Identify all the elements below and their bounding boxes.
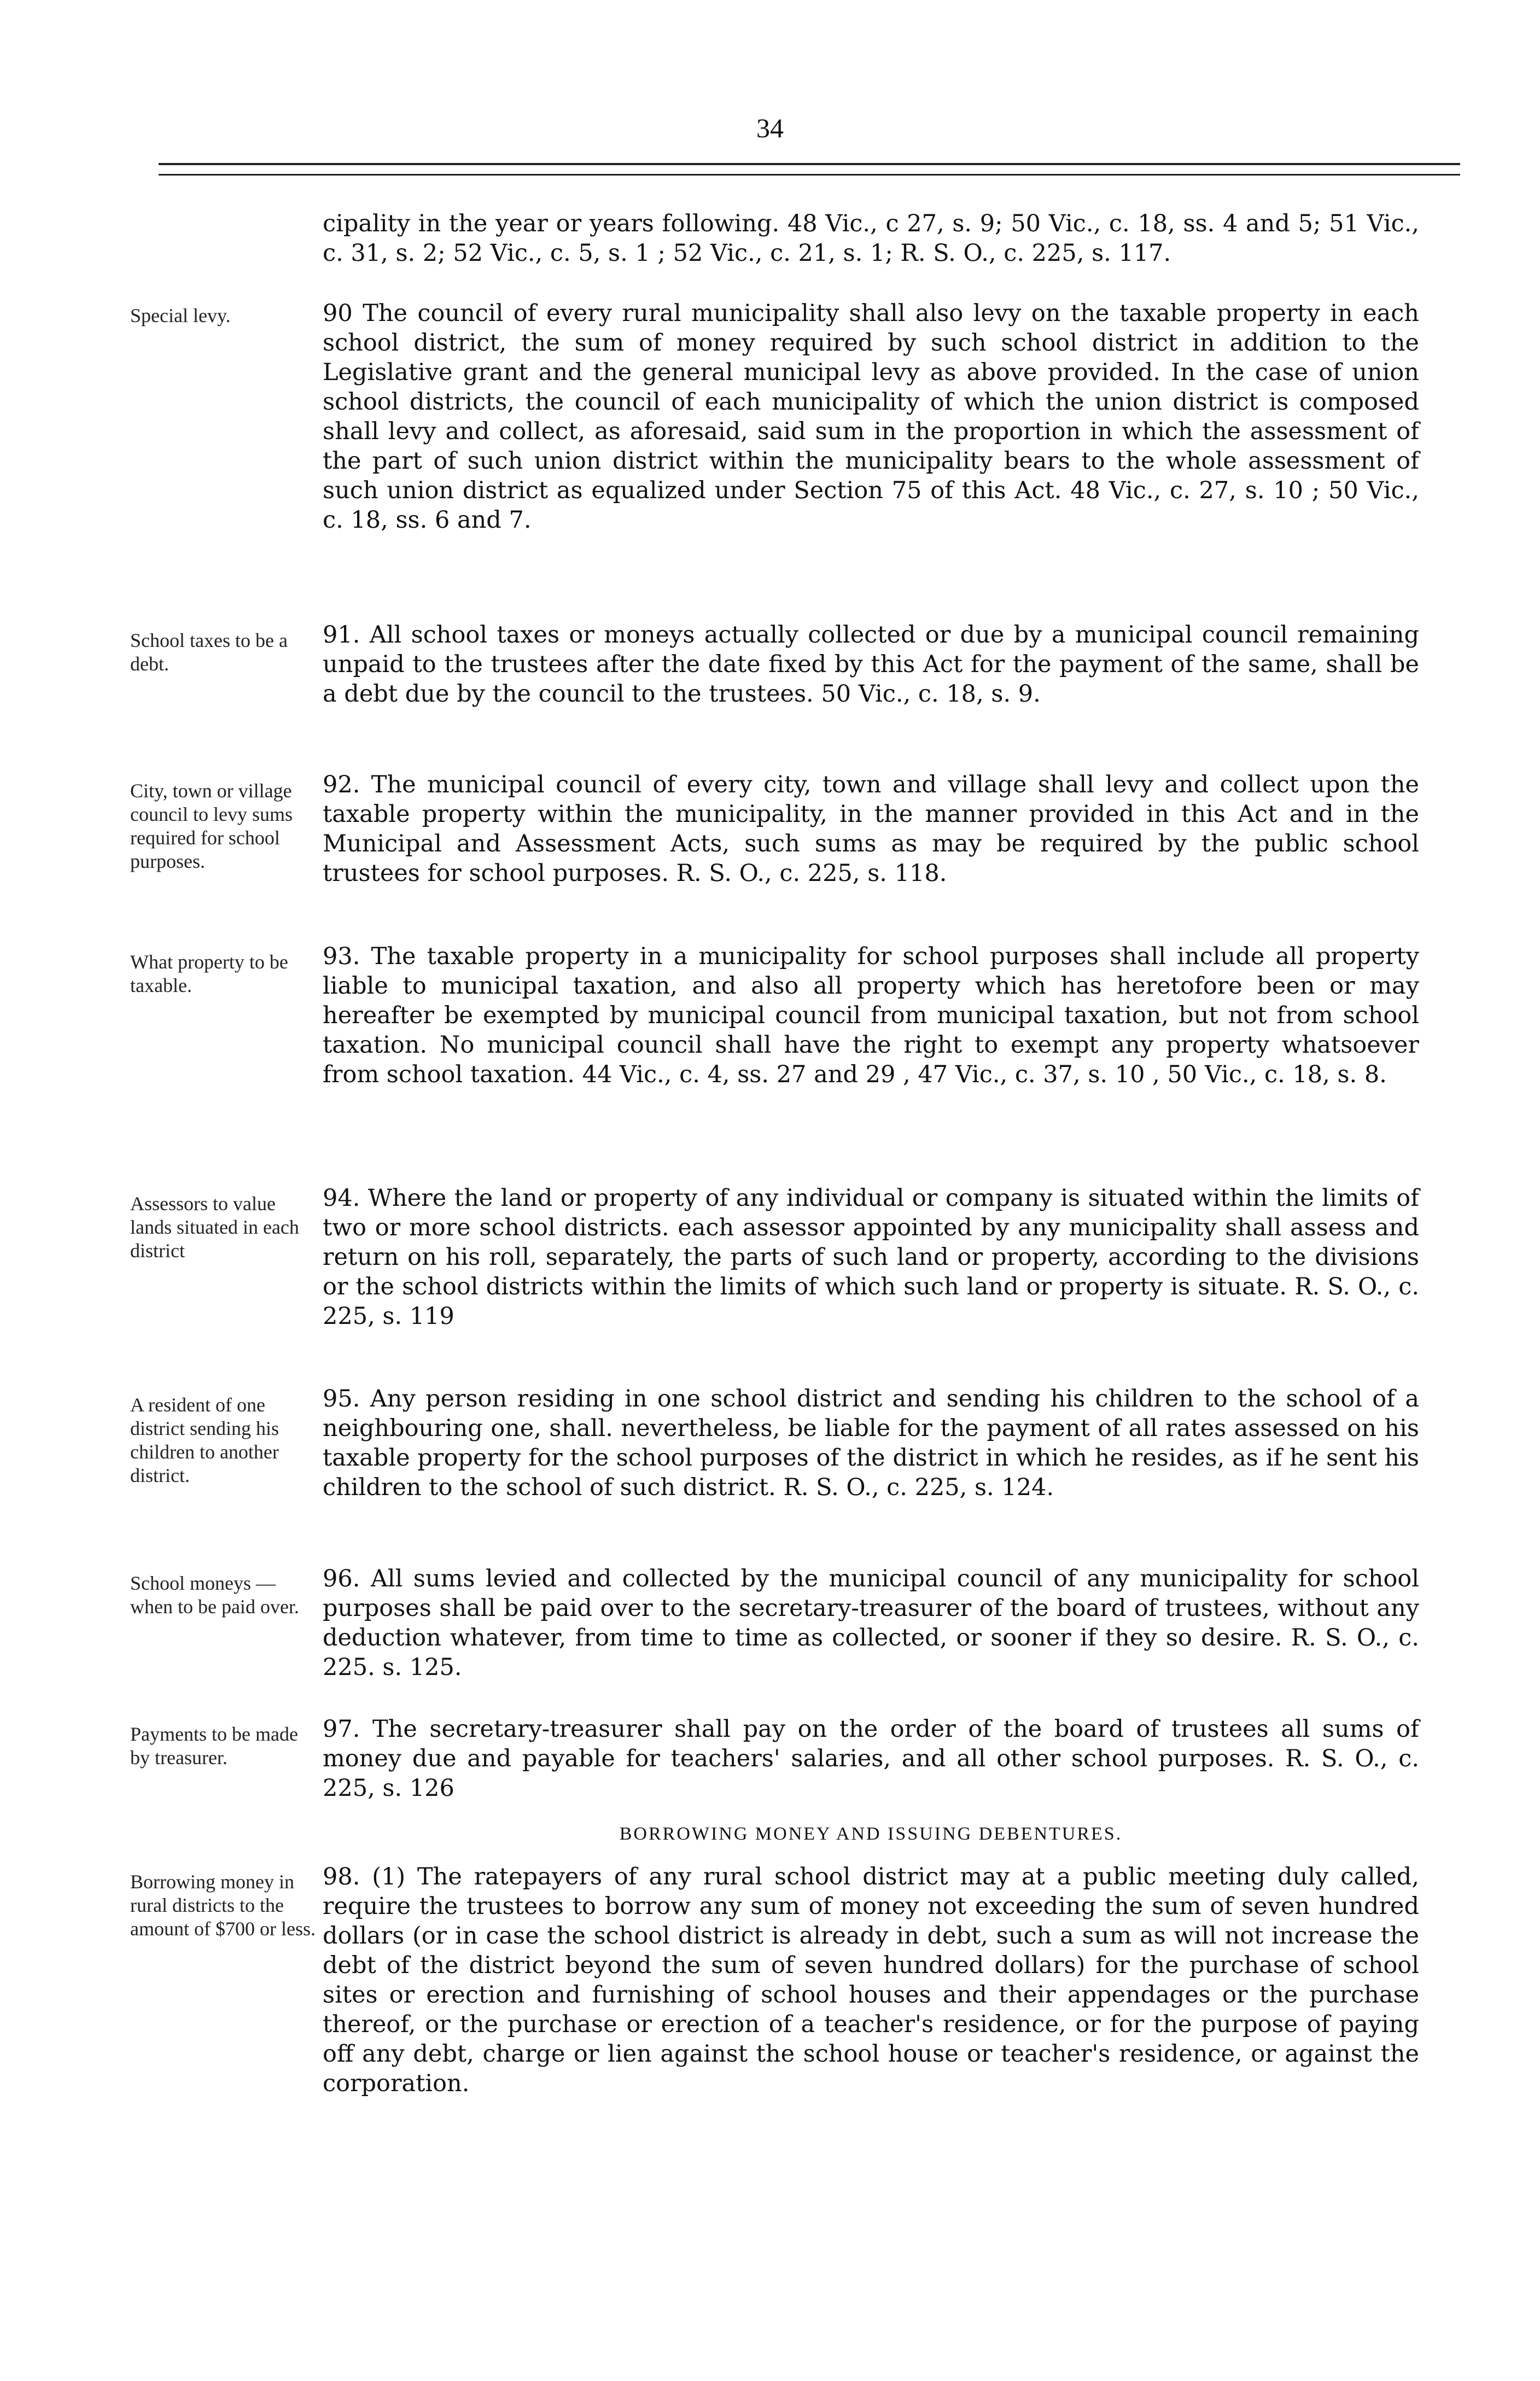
paragraph-91: 91. All school taxes or moneys actually collected or due by a municipal council remaining unpaid to the trustees after the date fixed by this Act for the payment of the same, shall be a debt due by the council to the trustees. 50 Vic., c. 18, s. 9. <box>323 621 1419 708</box>
margin-note-council-levy: City, town or village council to levy sums required for school purposes. <box>130 780 293 872</box>
paragraph-97: 97. The secretary-treasurer shall pay on the order of the board of trustees all sums of money due and payable for teachers' salaries, and all other school purposes. R. S. O., c. 225, s. 126 <box>323 1715 1419 1802</box>
header-rule-thin <box>159 174 1460 176</box>
paragraph-90: 90 The council of every rural municipality shall also levy on the taxable property in each school district, the sum of money required by such school district in addition to the Legislative grant and the general municipal levy as above provided. In the case of union school districts, the council of each municipality of which the union district is composed shall levy and collect, as aforesaid, said sum in the proportion in which the assessment of the part of such union district within the municipality bears to the whole assessment of such union district as equalized under Section 75 of this Act. 48 Vic., c. 27, s. 10 ; 50 Vic., c. 18, ss. 6 and 7. <box>323 300 1419 534</box>
section-heading: BORROWING MONEY AND ISSUING DEBENTURES. <box>619 1824 1123 1844</box>
margin-note-school-moneys: School moneys —when to be paid over. <box>130 1572 299 1618</box>
margin-note-taxable-property: What property to be taxable. <box>130 951 288 996</box>
paragraph-92: 92. The municipal council of every city, town and village shall levy and collect upon the taxable property within the municipality, in the manner provided in this Act and in the Municipal and Assessment Acts, such sums as may be required by the public school trustees for school purposes. R. S. O., c. 225, s. 118. <box>323 771 1419 887</box>
margin-note-special-levy: Special levy. <box>130 305 231 326</box>
paragraph-98: 98. (1) The ratepayers of any rural school district may at a public meeting duly called, require the trustees to borrow any sum of money not exceeding the sum of seven hundred dollars (or in case the school district is already in debt, such a sum as will not increase the debt of the district beyond the sum of seven hundred dollars) for the purchase of school sites or erection and furnishing of school houses and their appendages or the purchase thereof, or the purchase or erection of a teacher's residence, or for the purpose of paying off any debt, charge or lien against the school house or teacher's residence, or against the corporation. <box>323 1863 1419 2097</box>
margin-note-school-taxes-debt: School taxes to be a debt. <box>130 629 288 675</box>
paragraph-96: 96. All sums levied and collected by the municipal council of any municipality for school purposes shall be paid over to the secretary-treasurer of the board of trustees, without any deduction whatever, from time to time as collected, or sooner if they so desire. R. S. O., c. 225. s. 125. <box>323 1565 1419 1681</box>
margin-note-payments: Payments to be made by treasurer. <box>130 1723 298 1769</box>
margin-note-resident: A resident of one district sending his children to another district. <box>130 1394 279 1486</box>
page-number: 34 <box>756 113 784 143</box>
paragraph-continued: cipality in the year or years following. 48 Vic., c 27, s. 9; 50 Vic., c. 18, ss. 4 and 5; 51 Vic., c. 31, s. 2; 52 Vic., c. 5, s. 1 ; 52 Vic., c. 21, s. 1; R. S. O., c. 225, s. 117. <box>323 210 1419 267</box>
paragraph-93: 93. The taxable property in a municipality for school purposes shall include all property liable to municipal taxation, and also all property which has heretofore been or may hereafter be exempted by municipal council from municipal taxation, but not from school taxation. No municipal council shall have the right to exempt any property whatsoever from school taxation. 44 Vic., c. 4, ss. 27 and 29 , 47 Vic., c. 37, s. 10 , 50 Vic., c. 18, s. 8. <box>323 943 1419 1088</box>
paragraph-95: 95. Any person residing in one school district and sending his children to the school of a neighbouring one, shall. nevertheless, be liable for the payment of all rates assessed on his taxable property for the school purposes of the district in which he resides, as if he sent his children to the school of such district. R. S. O., c. 225, s. 124. <box>323 1385 1419 1501</box>
paragraph-94: 94. Where the land or property of any individual or company is situated within the limits of two or more school districts. each assessor appointed by any municipality shall assess and return on his roll, separately, the parts of such land or property, according to the divisions or the school districts within the limits of which such land or property is situate. R. S. O., c. 225, s. 119 <box>323 1184 1419 1330</box>
margin-note-assessors: Assessors to value lands situated in each district <box>130 1193 299 1262</box>
header-rule <box>159 163 1460 165</box>
margin-note-borrowing: Borrowing money in rural districts to the amount of $700 or less. <box>130 1871 316 1940</box>
